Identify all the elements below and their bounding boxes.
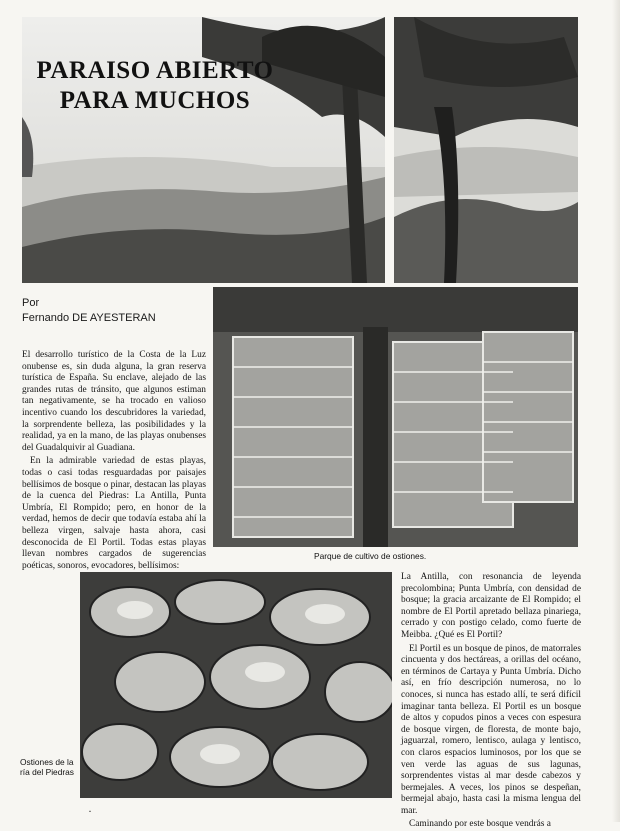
article-body-right (401, 572, 581, 830)
paragraph (22, 456, 206, 572)
tree-photo (394, 17, 578, 283)
paragraph (401, 572, 581, 642)
paragraph (401, 644, 581, 818)
body-left-0: El desarrollo turístico de la Costa de la Luz onubense es, sin duda alguna, la gran reserva turística de España. Su enclave, alejado de las grandes rutas de tránsito, que algunos estiman tan negativamente, se ha trocado en valioso incentivo cuando los descubridores la variedad, la sorprendente belleza, las posibilidades y la realidad, ya en la mano, de las playas onubenses del Guadalquivir al Guadiana. (22, 350, 206, 453)
article-body-left (22, 350, 206, 571)
article-title (30, 56, 280, 116)
byline-prefix: Por (22, 297, 40, 309)
oyster-beds-photo (213, 287, 578, 547)
oyster-beds-caption: Parque de cultivo de ostiones. (314, 551, 427, 561)
title-line-2: PARA MUCHOS (59, 87, 251, 114)
paragraph (401, 819, 581, 831)
byline-author: Fernando DE AYESTERAN (22, 312, 156, 324)
title-line-1: PARAISO ABIERTO (36, 57, 274, 84)
oysters-photo (80, 572, 392, 798)
page-mark: · (88, 804, 92, 818)
paragraph (22, 350, 206, 454)
byline (22, 296, 207, 326)
body-right-1: El Portil es un bosque de pinos, de matorrales cincuenta y dos hectáreas, a orillas del océano, en términos de Cartaya y Punta Umbría. Dicho así, en frío descripción numerosa, no lo conoces, si nunca has estado allí, te será difícil imaginar tanta belleza. El Portil es un bosque de altos y copudos pinos a veces con espesura de bosque virgen, de floresta, de monte bajo, jaguarzal, romero, lentisco, aulaga y lentisco, con claros espacios luminosos, por los que se ven verde las aguas de sus lagunas, sorprendentes vistas al mar desde cabezos y bermejales. A veces, los pinos se despeñan, bermejal abajo, hasta casi la misma lengua del mar. (401, 643, 581, 816)
oysters-caption: Ostiones de la ría del Piedras (20, 757, 74, 777)
body-right-0: La Antilla, con resonancia de leyenda precolombina; Punta Umbría, con densidad de bosque; la gracia arcaizante de El Rompido; el nombre de El Portil apretado bellaza pinariega, cerrado y con postigo celado, como fuerte de Meibba. ¿Qué es El Portil? (401, 572, 581, 640)
page-edge (612, 0, 620, 822)
body-right-2: Caminando por este bosque vendrás a (409, 819, 551, 830)
body-left-1: En la admirable variedad de estas playas, todas o casi todas resguardadas por paisajes bellísimos de bosque o pinar, destacan las playas de la cuenca del Piedras: La Antilla, Punta Umbría, El Rompido; pero, en honor de la verdad, hemos de decir que todavía estaba ahí la belleza virgen, salvaje hasta ahora, casi desconocida de El Portil. Todas estas playas llevan nombres cargados de sugerencias poéticas, sonoros, evocadores, bellísimos: (22, 456, 206, 571)
